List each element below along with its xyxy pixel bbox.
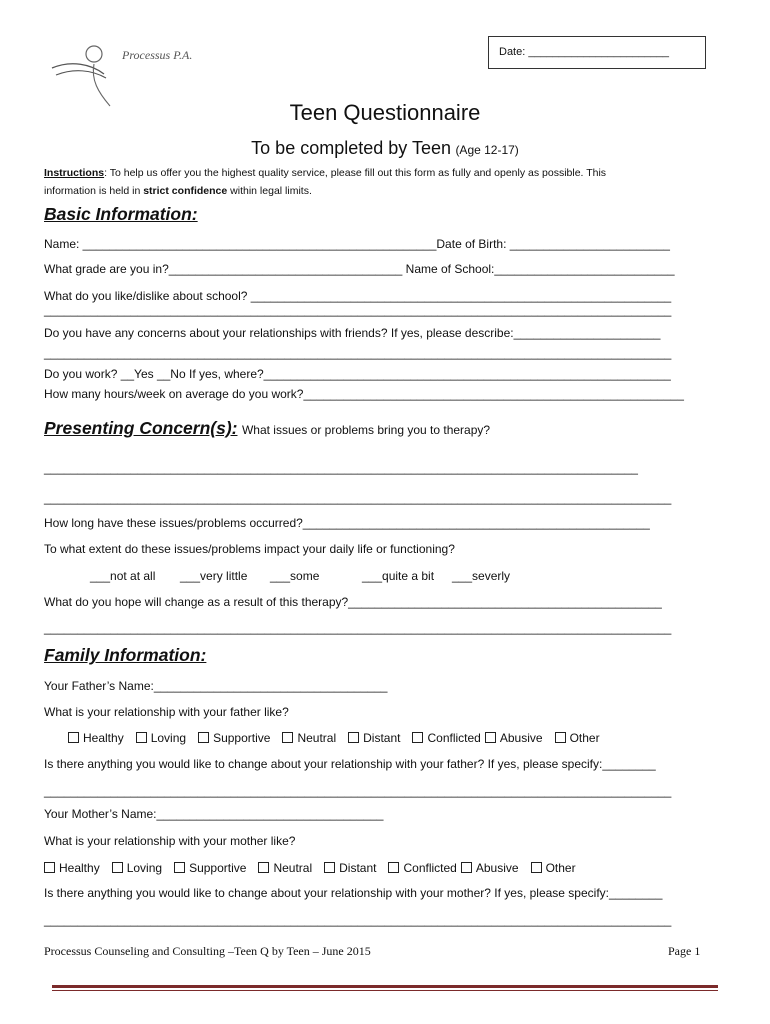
- scale-very-little[interactable]: ___very little: [180, 569, 248, 583]
- checkbox[interactable]: [68, 732, 79, 743]
- option-label: Abusive: [499, 731, 543, 745]
- checkbox[interactable]: [461, 862, 472, 873]
- option-label: Neutral: [297, 731, 337, 745]
- mother-relationship-question: What is your relationship with your mother like?: [44, 834, 296, 848]
- hope-change-field[interactable]: What do you hope will change as a result of this therapy?_______________________________________________: [44, 595, 662, 609]
- date-field[interactable]: Date: _______________________: [499, 46, 670, 58]
- father-relationship-question: What is your relationship with your father like?: [44, 705, 289, 719]
- presenting-question: What issues or problems bring you to therapy?: [241, 423, 491, 437]
- option-label: Distant: [339, 861, 377, 875]
- checkbox[interactable]: [388, 862, 399, 873]
- basic-information-heading: Basic Information:: [44, 204, 198, 224]
- father-option-other[interactable]: [555, 731, 600, 745]
- mother-option-other[interactable]: [531, 861, 576, 875]
- instructions-text-2c: within legal limits.: [227, 185, 312, 197]
- presenting-line-1[interactable]: _________________________________________________________________________________________: [44, 461, 638, 475]
- option-label: Conflicted: [427, 731, 481, 745]
- scale-some[interactable]: ___some: [270, 569, 320, 583]
- family-information-heading: Family Information:: [44, 645, 207, 665]
- date-box[interactable]: [488, 36, 706, 69]
- father-option-abusive[interactable]: [485, 731, 543, 745]
- issues-duration-field[interactable]: How long have these issues/problems occurred?____________________________________________________: [44, 516, 650, 530]
- option-label: Abusive: [475, 861, 519, 875]
- father-option-supportive[interactable]: [198, 731, 270, 745]
- option-label: Healthy: [59, 861, 100, 875]
- instructions-text-2a: information is held in: [44, 185, 144, 197]
- instructions-label: Instructions: [44, 167, 105, 179]
- option-label: Loving: [150, 731, 187, 745]
- mother-option-neutral[interactable]: [258, 861, 312, 875]
- checkbox[interactable]: [348, 732, 359, 743]
- mother-option-supportive[interactable]: [174, 861, 246, 875]
- presenting-concerns-row: [44, 418, 490, 439]
- father-option-conflicted[interactable]: [412, 731, 480, 745]
- checkbox[interactable]: [555, 732, 566, 743]
- option-label: Distant: [363, 731, 401, 745]
- option-label: Conflicted: [403, 861, 457, 875]
- mother-options: [44, 861, 588, 875]
- impact-question: To what extent do these issues/problems impact your daily life or functioning?: [44, 542, 455, 556]
- option-label: Neutral: [273, 861, 313, 875]
- checkbox[interactable]: [282, 732, 293, 743]
- friends-concerns-field[interactable]: Do you have any concerns about your relationships with friends? If yes, please describe:______________________: [44, 326, 661, 340]
- checkbox[interactable]: [324, 862, 335, 873]
- father-option-loving[interactable]: [136, 731, 186, 745]
- instructions-text-1: : To help us offer you the highest quality service, please fill out this form as fully and openly as possible. This: [104, 167, 607, 179]
- checkbox[interactable]: [112, 862, 123, 873]
- mother-option-healthy[interactable]: [44, 861, 100, 875]
- checkbox[interactable]: [258, 862, 269, 873]
- mother-option-loving[interactable]: [112, 861, 162, 875]
- father-option-distant[interactable]: [348, 731, 400, 745]
- option-label: Loving: [126, 861, 163, 875]
- scale-severly[interactable]: ___severly: [452, 569, 511, 583]
- mother-option-distant[interactable]: [324, 861, 376, 875]
- hope-change-line-2[interactable]: ______________________________________________________________________________________________: [44, 621, 672, 635]
- father-name-field[interactable]: Your Father’s Name:___________________________________: [44, 679, 388, 693]
- mother-change-line-2[interactable]: ______________________________________________________________________________________________: [44, 913, 672, 927]
- father-options: [68, 731, 612, 745]
- checkbox[interactable]: [485, 732, 496, 743]
- father-change-field[interactable]: Is there anything you would like to change about your relationship with your father? If yes, please specify:________: [44, 757, 656, 771]
- mother-change-field[interactable]: Is there anything you would like to change about your relationship with your mother? If yes, please specify:________: [44, 886, 663, 900]
- checkbox[interactable]: [174, 862, 185, 873]
- father-option-healthy[interactable]: [68, 731, 124, 745]
- friends-concerns-line-2[interactable]: ______________________________________________________________________________________________: [44, 346, 672, 360]
- instructions-line-2: [44, 185, 312, 197]
- father-option-neutral[interactable]: [282, 731, 336, 745]
- checkbox[interactable]: [412, 732, 423, 743]
- option-label: Other: [545, 861, 576, 875]
- checkbox[interactable]: [531, 862, 542, 873]
- footer-text: Processus Counseling and Consulting –Teen Q by Teen – June 2015: [44, 944, 371, 958]
- presenting-concerns-heading: Presenting Concern(s):: [44, 418, 238, 438]
- work-hours-field[interactable]: How many hours/week on average do you work?_________________________________________________________: [44, 387, 684, 401]
- footer-rule-thin: [52, 990, 718, 991]
- page-subtitle: [0, 138, 770, 159]
- instructions-confidence: strict confidence: [143, 185, 228, 197]
- logo-text: Processus P.A.: [122, 48, 193, 62]
- grade-school-field[interactable]: What grade are you in?___________________________________ Name of School:___________________________: [44, 262, 675, 276]
- work-field[interactable]: Do you work? __Yes __No If yes, where?_____________________________________________________________: [44, 367, 671, 381]
- checkbox[interactable]: [198, 732, 209, 743]
- checkbox[interactable]: [136, 732, 147, 743]
- school-likes-field[interactable]: What do you like/dislike about school? _______________________________________________________________: [44, 289, 672, 303]
- footer-rule: [52, 985, 718, 988]
- name-dob-field[interactable]: Name: _____________________________________________________Date of Birth: ________________________: [44, 237, 670, 251]
- father-change-line-2[interactable]: ______________________________________________________________________________________________: [44, 784, 672, 798]
- mother-option-conflicted[interactable]: [388, 861, 456, 875]
- page-title: Teen Questionnaire: [289, 100, 481, 125]
- page-number: Page 1: [668, 944, 701, 958]
- option-label: Supportive: [189, 861, 247, 875]
- mother-option-abusive[interactable]: [461, 861, 519, 875]
- subtitle-text: To be completed by Teen: [251, 138, 451, 158]
- checkbox[interactable]: [44, 862, 55, 873]
- instructions-line-1: [44, 167, 606, 179]
- scale-not-at-all[interactable]: ___not at all: [90, 569, 156, 583]
- option-label: Supportive: [213, 731, 271, 745]
- option-label: Other: [569, 731, 600, 745]
- school-likes-line-2[interactable]: ______________________________________________________________________________________________: [44, 303, 672, 317]
- mother-name-field[interactable]: Your Mother’s Name:__________________________________: [44, 807, 384, 821]
- presenting-line-2[interactable]: ______________________________________________________________________________________________: [44, 491, 672, 505]
- subtitle-age: (Age 12-17): [455, 143, 519, 157]
- scale-quite-a-bit[interactable]: ___quite a bit: [362, 569, 435, 583]
- option-label: Healthy: [83, 731, 124, 745]
